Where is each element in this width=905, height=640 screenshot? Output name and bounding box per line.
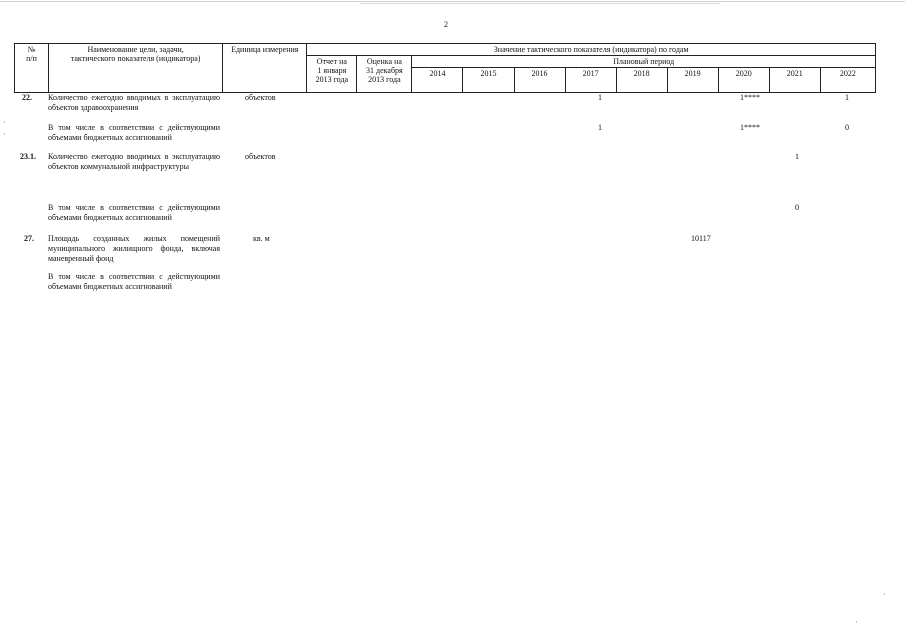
header-values-title: Значение тактического показателя (индикатора) по годам <box>307 44 876 56</box>
scan-speck: · <box>883 590 886 599</box>
row-indicator-name: В том числе в соответствии с действующими объемами бюджетных ассигнований <box>48 272 220 291</box>
header-year: 2018 <box>616 68 667 93</box>
header-estimate: Оценка на 31 декабря 2013 года <box>357 56 412 93</box>
header-year: 2017 <box>565 68 616 93</box>
value-2020: 1**** <box>740 93 760 102</box>
header-report: Отчет на 1 января 2013 года <box>307 56 357 93</box>
row-unit: объектов <box>245 93 276 102</box>
header-year: 2019 <box>667 68 718 93</box>
row-indicator-name: В том числе в соответствии с действующими объемами бюджетных ассигнований <box>48 123 220 142</box>
indicator-table-header <box>14 43 876 93</box>
row-number: 23.1. <box>20 152 36 161</box>
row-indicator-name: В том числе в соответствии с действующими объемами бюджетных ассигнований <box>48 203 220 222</box>
header-name: Наименование цели, задачи, тактического показателя (индикатора) <box>49 44 223 93</box>
value-2017: 1 <box>598 123 602 132</box>
header-year: 2014 <box>412 68 463 93</box>
header-year: 2022 <box>820 68 875 93</box>
row-indicator-name: Площадь созданных жилых помещений муниципального жилищного фонда, включая маневренный фонд <box>48 234 220 263</box>
value-2020: 1**** <box>740 123 760 132</box>
value-2019: 10117 <box>691 234 711 243</box>
header-unit: Единица измерения <box>223 44 307 93</box>
row-unit: кв. м <box>253 234 270 243</box>
value-2022: 1 <box>845 93 849 102</box>
header-year: 2015 <box>463 68 514 93</box>
header-num: № п/п <box>15 44 49 93</box>
scan-edge-line <box>360 3 720 4</box>
scan-speck: · <box>855 618 858 627</box>
row-indicator-name: Количество ежегодно вводимых в эксплуатацию объектов здравоохранения <box>48 93 220 112</box>
scan-speck: · <box>3 118 6 127</box>
value-2021: 0 <box>795 203 799 212</box>
header-year: 2016 <box>514 68 565 93</box>
value-2017: 1 <box>598 93 602 102</box>
page-number: 2 <box>444 20 448 29</box>
header-plan-period: Плановый период <box>412 56 876 68</box>
scan-speck: · <box>3 130 6 139</box>
header-year: 2021 <box>769 68 820 93</box>
row-number: 27. <box>24 234 34 243</box>
row-indicator-name: Количество ежегодно вводимых в эксплуатацию объектов коммунальной инфраструктуры <box>48 152 220 171</box>
row-unit: объектов <box>245 152 276 161</box>
row-number: 22. <box>22 93 32 102</box>
scan-edge-line <box>0 1 905 2</box>
value-2021: 1 <box>795 152 799 161</box>
header-year: 2020 <box>718 68 769 93</box>
value-2022: 0 <box>845 123 849 132</box>
